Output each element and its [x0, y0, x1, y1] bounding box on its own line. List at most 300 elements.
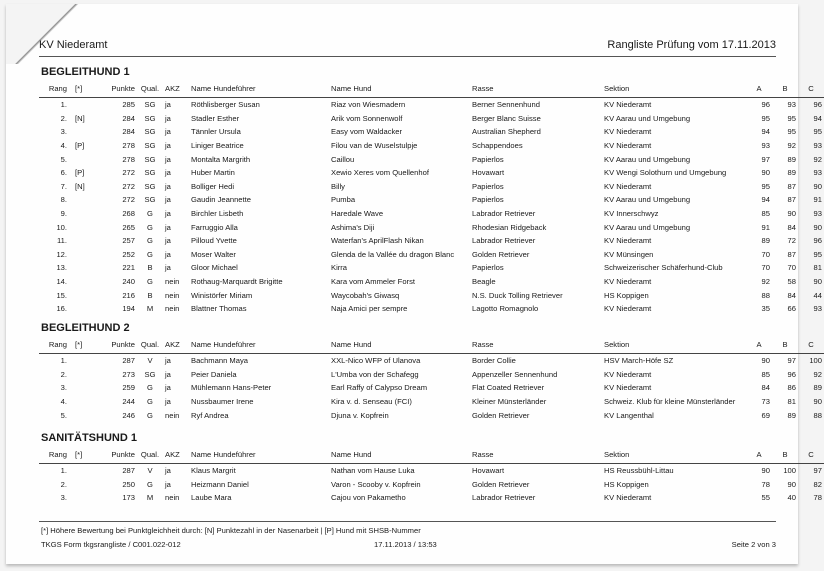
cell-sektion: KV Niederamt	[604, 369, 652, 379]
column-header-score-b: B	[772, 80, 798, 98]
cell-rang: 12.	[56, 249, 67, 259]
cell-score-c: 90	[813, 222, 822, 232]
cell-hundefuehrer: Rothaug-Marquardt Brigitte	[191, 277, 283, 287]
cell-sektion: KV Innerschwyz	[604, 209, 659, 219]
cell-score-b: 89	[787, 154, 796, 164]
column-header-tiebreak: [*]	[73, 336, 99, 354]
cell-akz: ja	[165, 479, 171, 489]
cell-tiebreak	[73, 354, 99, 368]
cell-score-a: 94	[761, 127, 770, 137]
form-identifier: TKGS Form tkgsrangliste / C001.022-012	[41, 540, 181, 549]
cell-rang: 5.	[60, 410, 67, 420]
cell-sektion: KV Münsingen	[604, 249, 654, 259]
column-header-score-c: C	[798, 446, 824, 464]
cell-akz: ja	[165, 100, 171, 110]
cell-tiebreak	[73, 464, 99, 478]
cell-hund: Kara vom Ammeler Forst	[331, 277, 415, 287]
cell-hund: Caillou	[331, 154, 355, 164]
column-header-sektion: Sektion	[602, 336, 746, 354]
cell-hundefuehrer: Stadler Esther	[191, 113, 240, 123]
cell-akz: nein	[165, 277, 180, 287]
cell-score-a: 85	[761, 369, 770, 379]
table-row	[39, 152, 824, 166]
cell-akz: ja	[165, 356, 171, 366]
column-header-rasse: Rasse	[470, 336, 602, 354]
cell-rasse: Hovawart	[472, 466, 505, 476]
cell-score-b: 72	[787, 236, 796, 246]
cell-score-b: 92	[787, 141, 796, 151]
cell-score-b: 70	[787, 263, 796, 273]
cell-qualifikation: G	[147, 249, 153, 259]
cell-hund: Haredale Wave	[331, 209, 384, 219]
column-header-tiebreak: [*]	[73, 80, 99, 98]
cell-score-c: 90	[813, 277, 822, 287]
cell-rasse: Kleiner Münsterländer	[472, 397, 547, 407]
cell-score-a: 69	[761, 410, 770, 420]
cell-score-b: 97	[787, 356, 796, 366]
cell-rang: 3.	[60, 493, 67, 503]
cell-rang: 2.	[60, 369, 67, 379]
cell-score-a: 55	[761, 493, 770, 503]
cell-hund: Easy vom Waldacker	[331, 127, 403, 137]
cell-hundefuehrer: Moser Walter	[191, 249, 236, 259]
cell-punkte: 221	[122, 263, 135, 273]
cell-score-c: 95	[813, 127, 822, 137]
cell-rasse: Schappendoes	[472, 141, 523, 151]
folded-corner	[6, 4, 86, 64]
cell-rasse: Labrador Retriever	[472, 209, 536, 219]
cell-score-c: 96	[813, 236, 822, 246]
cell-hundefuehrer: Liniger Beatrice	[191, 141, 244, 151]
footer-divider	[39, 521, 776, 522]
cell-tiebreak: [P]	[75, 168, 85, 178]
cell-rasse: Papierlos	[472, 154, 504, 164]
cell-score-c: 89	[813, 383, 822, 393]
cell-tiebreak: [N]	[75, 113, 85, 123]
cell-akz: ja	[165, 195, 171, 205]
cell-tiebreak	[73, 478, 99, 492]
cell-hundefuehrer: Tännler Ursula	[191, 127, 241, 137]
cell-hundefuehrer: Farruggio Alla	[191, 222, 238, 232]
table-row	[39, 234, 824, 248]
cell-sektion: Schweizerischer Schäferhund-Club	[604, 263, 723, 273]
cell-hundefuehrer: Montalta Margrith	[191, 154, 251, 164]
cell-rasse: Papierlos	[472, 195, 504, 205]
cell-sektion: KV Aarau und Umgebung	[604, 195, 691, 205]
cell-punkte: 272	[122, 181, 135, 191]
table-row	[39, 491, 824, 505]
cell-score-a: 96	[761, 100, 770, 110]
cell-rasse: Papierlos	[472, 263, 504, 273]
cell-hund: Pumba	[331, 195, 356, 205]
cell-score-a: 92	[761, 277, 770, 287]
cell-qualifikation: SG	[144, 127, 156, 137]
cell-score-b: 40	[787, 493, 796, 503]
cell-akz: ja	[165, 209, 171, 219]
header-divider	[39, 56, 776, 57]
cell-hundefuehrer: Pilloud Yvette	[191, 236, 237, 246]
cell-score-a: 90	[761, 466, 770, 476]
cell-punkte: 278	[122, 154, 135, 164]
cell-score-c: 93	[813, 209, 822, 219]
cell-hund: Waterfan's AprilFlash Nikan	[331, 236, 424, 246]
cell-akz: nein	[165, 410, 180, 420]
column-header-score-a: A	[746, 336, 772, 354]
cell-rasse: Flat Coated Retriever	[472, 383, 545, 393]
cell-rang: 6.	[60, 168, 67, 178]
column-header-qualifikation: Qual.	[137, 80, 163, 98]
cell-punkte: 246	[122, 410, 135, 420]
cell-hundefuehrer: Birchler Lisbeth	[191, 209, 244, 219]
table-row	[39, 112, 824, 126]
cell-akz: ja	[165, 263, 171, 273]
cell-score-a: 94	[761, 195, 770, 205]
cell-score-c: 44	[813, 290, 822, 300]
print-timestamp: 17.11.2013 / 13:53	[374, 540, 437, 549]
cell-tiebreak	[73, 152, 99, 166]
cell-score-a: 85	[761, 209, 770, 219]
cell-qualifikation: SG	[144, 100, 156, 110]
cell-sektion: KV Niederamt	[604, 277, 652, 287]
cell-rasse: Beagle	[472, 277, 496, 287]
cell-hund: Nathan vom Hause Luka	[331, 466, 415, 476]
cell-hund: Kirra	[331, 263, 348, 273]
cell-punkte: 257	[122, 236, 135, 246]
cell-hund: Filou van de Wuselstulpje	[331, 141, 418, 151]
cell-tiebreak	[73, 491, 99, 505]
cell-score-b: 96	[787, 369, 796, 379]
cell-tiebreak	[73, 125, 99, 139]
cell-score-b: 84	[787, 290, 796, 300]
cell-rang: 4.	[60, 397, 67, 407]
document-title: Rangliste Prüfung vom 17.11.2013	[607, 39, 776, 51]
cell-akz: ja	[165, 249, 171, 259]
column-header-punkte: Punkte	[99, 80, 137, 98]
table-row	[39, 478, 824, 492]
cell-rang: 2.	[60, 113, 67, 123]
cell-sektion: KV Aarau und Umgebung	[604, 154, 691, 164]
section-title-begleithund-1: BEGLEITHUND 1	[41, 66, 130, 78]
cell-qualifikation: SG	[144, 141, 156, 151]
column-header-hundefuehrer: Name Hundeführer	[189, 80, 329, 98]
cell-qualifikation: G	[147, 410, 153, 420]
cell-score-a: 95	[761, 113, 770, 123]
cell-qualifikation: V	[147, 466, 153, 476]
table-row	[39, 125, 824, 139]
cell-rang: 9.	[60, 209, 67, 219]
cell-punkte: 284	[122, 113, 135, 123]
cell-score-a: 90	[761, 168, 770, 178]
column-header-rasse: Rasse	[470, 80, 602, 98]
table-row	[39, 248, 824, 262]
table-row	[39, 464, 824, 478]
table-row	[39, 193, 824, 207]
table-row	[39, 381, 824, 395]
cell-hundefuehrer: Laube Mara	[191, 493, 232, 503]
cell-rasse: Hovawart	[472, 168, 505, 178]
cell-punkte: 285	[122, 100, 135, 110]
cell-score-c: 92	[813, 369, 822, 379]
cell-akz: nein	[165, 493, 180, 503]
cell-hundefuehrer: Winistörfer Miriam	[191, 290, 253, 300]
column-header-score-b: B	[772, 446, 798, 464]
cell-punkte: 272	[122, 195, 135, 205]
column-header-rang: Rang	[39, 80, 73, 98]
column-header-punkte: Punkte	[99, 336, 137, 354]
cell-qualifikation: G	[147, 236, 153, 246]
table-row	[39, 166, 824, 180]
cell-hundefuehrer: Gaudin Jeannette	[191, 195, 251, 205]
cell-qualifikation: SG	[144, 369, 156, 379]
cell-hund: L'Umba von der Schafegg	[331, 369, 419, 379]
cell-rang: 10.	[56, 222, 67, 232]
cell-rang: 4.	[60, 141, 67, 151]
cell-score-c: 100	[809, 356, 822, 366]
section-title-begleithund-2: BEGLEITHUND 2	[41, 322, 130, 334]
table-row	[39, 275, 824, 289]
table-row	[39, 261, 824, 275]
cell-score-b: 95	[787, 113, 796, 123]
cell-akz: ja	[165, 369, 171, 379]
table-row	[39, 98, 824, 112]
cell-qualifikation: SG	[144, 154, 156, 164]
cell-sektion: KV Niederamt	[604, 127, 652, 137]
cell-score-a: 84	[761, 383, 770, 393]
cell-score-c: 94	[813, 113, 822, 123]
cell-punkte: 240	[122, 277, 135, 287]
cell-hund: Glenda de la Vallée du dragon Blanc	[331, 249, 455, 259]
cell-sektion: KV Aarau und Umgebung	[604, 113, 691, 123]
cell-akz: ja	[165, 154, 171, 164]
table-row	[39, 180, 824, 194]
table-header-row	[39, 446, 824, 464]
cell-sektion: KV Aarau und Umgebung	[604, 222, 691, 232]
table-row	[39, 368, 824, 382]
cell-score-b: 100	[783, 466, 796, 476]
cell-rang: 8.	[60, 195, 67, 205]
column-header-tiebreak: [*]	[73, 446, 99, 464]
cell-hundefuehrer: Klaus Margrit	[191, 466, 236, 476]
cell-score-a: 78	[761, 479, 770, 489]
column-header-hund: Name Hund	[329, 336, 470, 354]
cell-score-a: 73	[761, 397, 770, 407]
cell-score-c: 93	[813, 141, 822, 151]
cell-score-a: 89	[761, 236, 770, 246]
cell-score-c: 92	[813, 154, 822, 164]
cell-qualifikation: G	[147, 479, 153, 489]
cell-tiebreak	[73, 288, 99, 302]
cell-rang: 1.	[60, 466, 67, 476]
cell-tiebreak	[73, 395, 99, 409]
cell-score-b: 89	[787, 410, 796, 420]
cell-hundefuehrer: Mühlemann Hans-Peter	[191, 383, 272, 393]
cell-punkte: 272	[122, 168, 135, 178]
cell-sektion: HSV March-Höfe SZ	[604, 356, 674, 366]
cell-qualifikation: M	[146, 304, 154, 314]
cell-rasse: Lagotto Romagnolo	[472, 304, 539, 314]
cell-akz: ja	[165, 168, 171, 178]
cell-punkte: 259	[122, 383, 135, 393]
cell-tiebreak	[73, 302, 99, 316]
column-header-score-a: A	[746, 80, 772, 98]
cell-punkte: 173	[122, 493, 135, 503]
cell-tiebreak	[73, 248, 99, 262]
cell-hund: Kira v. d. Senseau (FCI)	[331, 397, 412, 407]
cell-sektion: KV Niederamt	[604, 493, 652, 503]
ranking-table-sanitaetshund-1	[39, 446, 824, 505]
cell-rasse: Border Collie	[472, 356, 516, 366]
cell-akz: ja	[165, 127, 171, 137]
cell-rang: 1.	[60, 100, 67, 110]
ranking-table-begleithund-2	[39, 336, 824, 422]
cell-tiebreak	[73, 408, 99, 422]
cell-sektion: KV Niederamt	[604, 141, 652, 151]
cell-tiebreak: [P]	[75, 141, 85, 151]
cell-score-a: 95	[761, 181, 770, 191]
cell-rasse: Australian Shepherd	[472, 127, 541, 137]
column-header-rang: Rang	[39, 446, 73, 464]
cell-hund: Waycobah's Giwasq	[331, 290, 400, 300]
cell-punkte: 273	[122, 369, 135, 379]
cell-score-b: 81	[787, 397, 796, 407]
cell-score-c: 93	[813, 304, 822, 314]
column-header-akz: AKZ	[163, 80, 189, 98]
cell-rang: 13.	[56, 263, 67, 273]
cell-rasse: Rhodesian Ridgeback	[472, 222, 547, 232]
cell-rang: 7.	[60, 181, 67, 191]
cell-hund: Ashima's Diji	[331, 222, 375, 232]
column-header-hundefuehrer: Name Hundeführer	[189, 446, 329, 464]
cell-hund: Arik vom Sonnenwolf	[331, 113, 403, 123]
column-header-score-a: A	[746, 446, 772, 464]
cell-score-b: 90	[787, 479, 796, 489]
cell-sektion: KV Niederamt	[604, 383, 652, 393]
footnote-legend: [*] Höhere Bewertung bei Punktgleichheit durch: [N] Punktezahl in der Nasenarbeit | [P] Hund mit SHSB-Nummer	[41, 526, 421, 535]
organization-name: KV Niederamt	[39, 39, 108, 51]
cell-score-a: 97	[761, 154, 770, 164]
column-header-qualifikation: Qual.	[137, 446, 163, 464]
cell-score-c: 97	[813, 466, 822, 476]
cell-akz: ja	[165, 383, 171, 393]
cell-punkte: 287	[122, 356, 135, 366]
cell-score-c: 88	[813, 410, 822, 420]
cell-qualifikation: SG	[144, 181, 156, 191]
cell-score-b: 87	[787, 181, 796, 191]
cell-score-c: 96	[813, 100, 822, 110]
cell-qualifikation: G	[147, 383, 153, 393]
cell-score-a: 70	[761, 263, 770, 273]
cell-rasse: N.S. Duck Tolling Retriever	[472, 290, 563, 300]
cell-sektion: HS Koppigen	[604, 479, 649, 489]
cell-score-b: 95	[787, 127, 796, 137]
cell-score-a: 93	[761, 141, 770, 151]
cell-rang: 5.	[60, 154, 67, 164]
cell-punkte: 284	[122, 127, 135, 137]
cell-sektion: Schweiz. Klub für kleine Münsterländer	[604, 397, 736, 407]
cell-akz: ja	[165, 181, 171, 191]
cell-hundefuehrer: Bolliger Hedi	[191, 181, 235, 191]
cell-punkte: 244	[122, 397, 135, 407]
table-header-row	[39, 80, 824, 98]
cell-score-a: 88	[761, 290, 770, 300]
column-header-sektion: Sektion	[602, 80, 746, 98]
cell-hundefuehrer: Ryf Andrea	[191, 410, 229, 420]
cell-punkte: 194	[122, 304, 135, 314]
cell-hund: Naja Amici per sempre	[331, 304, 408, 314]
cell-score-c: 82	[813, 479, 822, 489]
cell-qualifikation: SG	[144, 195, 156, 205]
cell-akz: ja	[165, 141, 171, 151]
cell-score-a: 90	[761, 356, 770, 366]
cell-tiebreak	[73, 207, 99, 221]
table-row	[39, 220, 824, 234]
cell-hundefuehrer: Bachmann Maya	[191, 356, 248, 366]
cell-hund: XXL-Nico WFP of Ulanova	[331, 356, 421, 366]
cell-akz: ja	[165, 466, 171, 476]
cell-sektion: KV Niederamt	[604, 236, 652, 246]
cell-score-b: 58	[787, 277, 796, 287]
cell-rasse: Golden Retriever	[472, 410, 530, 420]
table-row	[39, 354, 824, 368]
cell-hund: Xewio Xeres vom Quellenhof	[331, 168, 429, 178]
cell-punkte: 265	[122, 222, 135, 232]
table-row	[39, 288, 824, 302]
column-header-score-c: C	[798, 80, 824, 98]
cell-punkte: 268	[122, 209, 135, 219]
cell-hund: Djuna v. Kopfrein	[331, 410, 389, 420]
cell-hundefuehrer: Heizmann Daniel	[191, 479, 249, 489]
cell-tiebreak	[73, 193, 99, 207]
cell-akz: nein	[165, 290, 180, 300]
cell-score-b: 86	[787, 383, 796, 393]
cell-tiebreak: [N]	[75, 181, 85, 191]
page-number: Seite 2 von 3	[731, 540, 776, 549]
cell-rasse: Berner Sennenhund	[472, 100, 540, 110]
cell-rang: 14.	[56, 277, 67, 287]
cell-score-c: 78	[813, 493, 822, 503]
cell-qualifikation: G	[147, 277, 153, 287]
section-title-sanitaetshund-1: SANITÄTSHUND 1	[41, 432, 137, 444]
cell-punkte: 216	[122, 290, 135, 300]
cell-rasse: Appenzeller Sennenhund	[472, 369, 558, 379]
cell-hundefuehrer: Nussbaumer Irene	[191, 397, 254, 407]
cell-akz: ja	[165, 397, 171, 407]
cell-hundefuehrer: Gloor Michael	[191, 263, 238, 273]
cell-sektion: KV Niederamt	[604, 100, 652, 110]
cell-punkte: 278	[122, 141, 135, 151]
column-header-sektion: Sektion	[602, 446, 746, 464]
column-header-rasse: Rasse	[470, 446, 602, 464]
cell-score-a: 35	[761, 304, 770, 314]
cell-akz: ja	[165, 222, 171, 232]
cell-tiebreak	[73, 275, 99, 289]
cell-sektion: KV Wengi Solothurn und Umgebung	[604, 168, 727, 178]
column-header-hund: Name Hund	[329, 446, 470, 464]
cell-rasse: Golden Retriever	[472, 249, 530, 259]
cell-score-a: 91	[761, 222, 770, 232]
cell-hundefuehrer: Blattner Thomas	[191, 304, 247, 314]
column-header-score-b: B	[772, 336, 798, 354]
cell-qualifikation: G	[147, 397, 153, 407]
cell-sektion: KV Langenthal	[604, 410, 654, 420]
cell-qualifikation: B	[147, 263, 153, 273]
cell-score-c: 91	[813, 195, 822, 205]
cell-hundefuehrer: Röthlisberger Susan	[191, 100, 260, 110]
table-row	[39, 207, 824, 221]
cell-hund: Varon - Scooby v. Kopfrein	[331, 479, 421, 489]
cell-tiebreak	[73, 261, 99, 275]
cell-tiebreak	[73, 381, 99, 395]
